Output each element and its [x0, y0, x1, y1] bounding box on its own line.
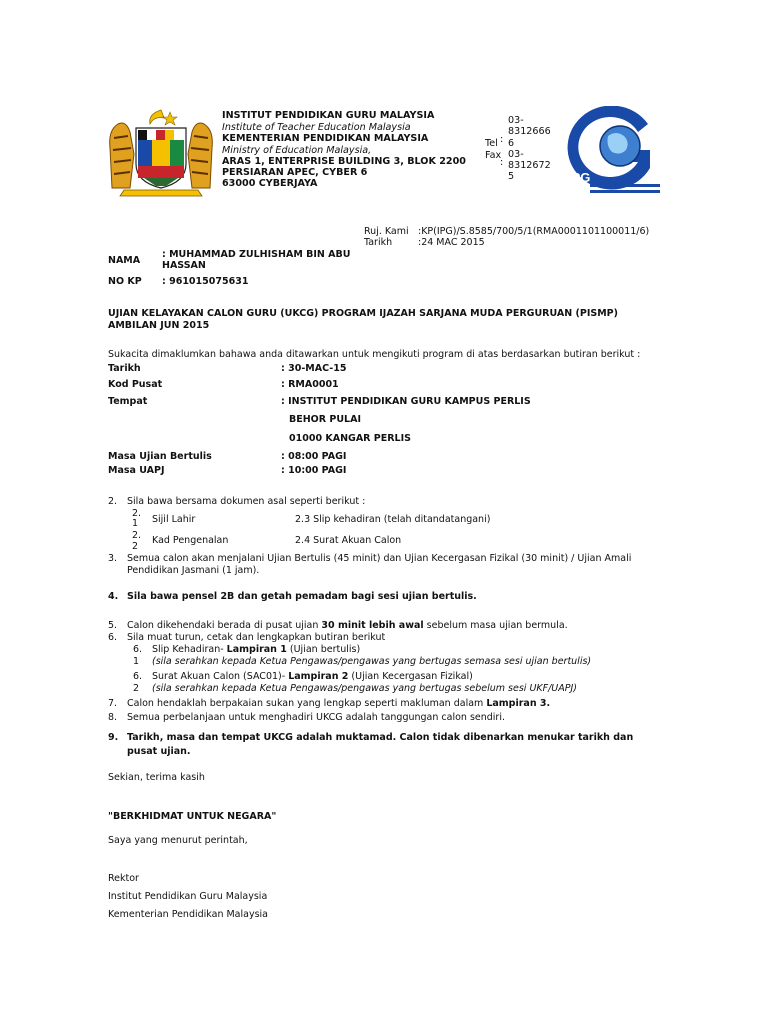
doc-3-text: 2.3 Slip kehadiran (telah ditandatangani) [295, 514, 491, 525]
item-3-text-line-2: Pendidikan Jasmani (1 jam). [127, 565, 260, 576]
item-7-number: 7. [108, 698, 118, 709]
detail-masa-uapj-value: : 10:00 PAGI [281, 465, 347, 476]
institute-name-ms: INSTITUT PENDIDIKAN GURU MALAYSIA [222, 110, 435, 121]
address-line-3: 63000 CYBERJAYA [222, 178, 318, 189]
item-3-number: 3. [108, 553, 118, 564]
address-line-1: ARAS 1, ENTERPRISE BUILDING 3, BLOK 2200 [222, 156, 466, 167]
detail-tempat-label: Tempat [108, 396, 148, 407]
item-4-text: Sila bawa pensel 2B dan getah pemadam bagi sesi ujian bertulis. [127, 591, 477, 602]
nokp-label: NO KP [108, 276, 142, 287]
ref-date-value: :24 MAC 2015 [418, 237, 485, 248]
item-9-text-line-2: pusat ujian. [127, 746, 191, 757]
closing-motto: "BERKHIDMAT UNTUK NEGARA" [108, 811, 277, 822]
detail-tempat-value-2: BEHOR PULAI [289, 414, 361, 425]
detail-kod-label: Kod Pusat [108, 379, 163, 390]
nama-label: NAMA [108, 255, 141, 266]
detail-masa-bertulis-label: Masa Ujian Bertulis [108, 451, 212, 462]
sub-item-2-note: (sila serahkan kepada Ketua Pengawas/pengawas yang bertugas sebelum sesi UKF/UAPJ) [152, 683, 577, 694]
detail-kod-value: : RMA0001 [281, 379, 339, 390]
doc-2-number-b: 2 [132, 541, 139, 552]
fax-number-part-2: 8312672 [508, 160, 551, 171]
ref-date-label: Tarikh [364, 237, 393, 248]
fax-number-part-3: 5 [508, 171, 515, 182]
sub-item-2-number: 6. [133, 671, 143, 682]
sub-item-1-text: Slip Kehadiran- Lampiran 1 (Ujian bertulis) [152, 644, 361, 655]
doc-2-number-a: 2. [132, 530, 142, 541]
fax-number-part-1: 03- [508, 149, 524, 160]
closing-thanks: Sekian, terima kasih [108, 772, 205, 783]
item-3-text-line-1: Semua calon akan menjalani Ujian Bertulis (45 minit) dan Ujian Kecergasan Fizikal (30 minit) / Ujian Amali [127, 553, 632, 564]
doc-1-text: Sijil Lahir [152, 514, 196, 525]
item-6-number: 6. [108, 632, 118, 643]
item-7-text: Calon hendaklah berpakaian sukan yang lengkap seperti makluman dalam Lampiran 3. [127, 698, 551, 709]
item-5-number: 5. [108, 620, 118, 631]
item-8-number: 8. [108, 712, 118, 723]
detail-tempat-value-1: : INSTITUT PENDIDIKAN GURU KAMPUS PERLIS [281, 396, 531, 407]
malaysia-coat-of-arms-logo [104, 108, 218, 198]
detail-masa-uapj-label: Masa UAPJ [108, 465, 165, 476]
sub-item-1-number-b: 1 [133, 656, 140, 667]
detail-tarikh-label: Tarikh [108, 363, 141, 374]
doc-4-text: 2.4 Surat Akuan Calon [295, 535, 402, 546]
item-2-text: Sila bawa bersama dokumen asal seperti berikut : [127, 496, 366, 507]
item-2-number: 2. [108, 496, 118, 507]
doc-2-text: Kad Pengenalan [152, 535, 229, 546]
sub-item-1-number: 6. [133, 644, 143, 655]
signatory-org-2: Kementerian Pendidikan Malaysia [108, 909, 269, 920]
sub-item-1-note: (sila serahkan kepada Ketua Pengawas/pengawas yang bertugas semasa sesi ujian bertulis) [152, 656, 592, 667]
signatory-title: Rektor [108, 873, 139, 884]
tel-colon: : [500, 134, 504, 145]
tel-number-part-3: 6 [508, 138, 515, 149]
ref-label: Ruj. Kami [364, 226, 409, 237]
ipg-logo-text: iPG [568, 170, 591, 185]
doc-1-number-b: 1 [132, 518, 139, 529]
detail-masa-bertulis-value: : 08:00 PAGI [281, 451, 347, 462]
ministry-name-en: Ministry of Education Malaysia, [222, 145, 372, 156]
tel-label: Tel [485, 138, 498, 149]
tel-number-part-2: 8312666 [508, 126, 551, 137]
ministry-name-ms: KEMENTERIAN PENDIDIKAN MALAYSIA [222, 133, 429, 144]
nama-value-line-2: HASSAN [162, 260, 206, 271]
doc-1-number-a: 2. [132, 508, 142, 519]
item-5-text: Calon dikehendaki berada di pusat ujian 30 minit lebih awal sebelum masa ujian bermula. [127, 620, 568, 631]
institute-name-en: Institute of Teacher Education Malaysia [222, 122, 411, 133]
address-line-2: PERSIARAN APEC, CYBER 6 [222, 167, 368, 178]
nama-value-line-1: : MUHAMMAD ZULHISHAM BIN ABU [162, 249, 351, 260]
item-9-number: 9. [108, 732, 119, 743]
tel-number-part-1: 03- [508, 115, 524, 126]
item-8-text: Semua perbelanjaan untuk menghadiri UKCG adalah tanggungan calon sendiri. [127, 712, 505, 723]
subject-line-2: AMBILAN JUN 2015 [108, 320, 210, 331]
nokp-value: : 961015075631 [162, 276, 249, 287]
detail-tempat-value-3: 01000 KANGAR PERLIS [289, 433, 411, 444]
fax-colon: : [500, 157, 504, 168]
ref-value: :KP(IPG)/S.8585/700/5/1(RMA0001101100011/6) [418, 226, 650, 237]
item-9-text-line-1: Tarikh, masa dan tempat UKCG adalah muktamad. Calon tidak dibenarkan menukar tarikh dan [127, 732, 634, 743]
item-4-number: 4. [108, 591, 119, 602]
intro-paragraph: Sukacita dimaklumkan bahawa anda ditawarkan untuk mengikuti program di atas berdasarkan butiran berikut : [108, 349, 641, 360]
sub-item-2-number-b: 2 [133, 683, 140, 694]
sub-item-2-text: Surat Akuan Calon (SAC01)- Lampiran 2 (Ujian Kecergasan Fizikal) [152, 671, 473, 682]
item-6-text: Sila muat turun, cetak dan lengkapkan butiran berikut [127, 632, 386, 643]
fax-label: Fax [485, 150, 502, 161]
signatory-org-1: Institut Pendidikan Guru Malaysia [108, 891, 268, 902]
closing-obey: Saya yang menurut perintah, [108, 835, 248, 846]
detail-tarikh-value: : 30-MAC-15 [281, 363, 347, 374]
subject-line-1: UJIAN KELAYAKAN CALON GURU (UKCG) PROGRAM IJAZAH SARJANA MUDA PERGURUAN (PISMP) [108, 308, 618, 319]
